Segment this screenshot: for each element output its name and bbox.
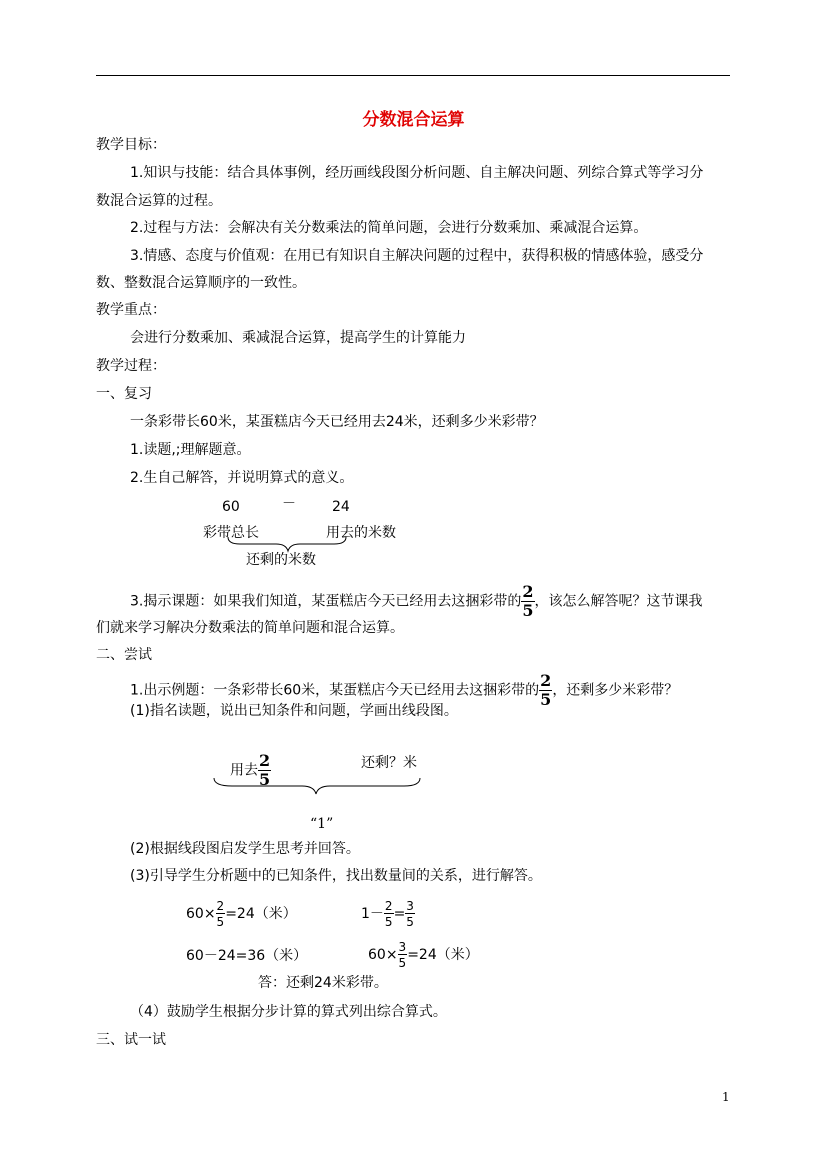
process-heading: 教学过程： [96, 358, 166, 374]
diagram-whole-label: “1” [310, 816, 334, 832]
fraction-3-5: $\frac{3}{5}$ [406, 899, 414, 929]
goal-3-line-1: 3.情感、态度与价值观：在用已有知识自主解决问题的过程中，获得积极的情感体验，感受分 [130, 248, 704, 264]
trial-sub-1: (1)指名读题，说出已知条件和问题，学画出线段图。 [130, 703, 458, 719]
goal-1-line-2: 数混合运算的过程。 [96, 193, 222, 209]
calc-3: 60－24=36（米） [186, 948, 308, 964]
tryit-heading: 三、试一试 [96, 1032, 166, 1048]
expr-operand-a: 60 [222, 499, 240, 515]
review-heading: 一、复习 [96, 386, 152, 402]
review-step-1: 1.读题,;理解题意。 [130, 442, 251, 458]
expr-operator: － [282, 496, 296, 512]
expr-operand-b: 24 [332, 499, 350, 515]
fraction-2-5: $\frac{2}{5}$ [259, 751, 271, 789]
fraction-2-5: $\frac{2}{5}$ [216, 899, 225, 929]
trial-heading: 二、尝试 [96, 647, 152, 663]
review-step-3-line-2: 们就来学习解决分数乘法的简单问题和混合运算。 [96, 620, 404, 636]
review-problem: 一条彩带长60米，某蛋糕店今天已经用去24米，还剩多少米彩带？ [130, 414, 544, 430]
fraction-2-5: $\frac{2}{5}$ [540, 671, 552, 709]
trial-sub-4: （4）鼓励学生根据分步计算的算式列出综合算式。 [130, 1004, 447, 1020]
trial-example: 1.出示例题：一条彩带长60米，某蛋糕店今天已经用去这捆彩带的 $\frac{2}{5}$ ，还剩多少米彩带？ [130, 671, 679, 709]
trial-sub-3: (3)引导学生分析题中的已知条件，找出数量间的关系，进行解答。 [130, 868, 542, 884]
expr-label-b: 用去的米数 [326, 525, 396, 541]
goal-2: 2.过程与方法：会解决有关分数乘法的简单问题，会进行分数乘加、乘减混合运算。 [130, 220, 648, 236]
calc-4: 60× $\frac{3}{5}$ =24（米） [368, 940, 479, 970]
expr-label-result: 还剩的米数 [246, 552, 316, 568]
fraction-2-5: $\frac{2}{5}$ [522, 582, 534, 620]
fraction-3-5: $\frac{3}{5}$ [398, 940, 407, 970]
goal-1-line-1: 1.知识与技能：结合具体事例，经历画线段图分析问题、自主解决问题、列综合算式等学习分 [130, 165, 704, 181]
goal-3-line-2: 数、整数混合运算顺序的一致性。 [96, 275, 306, 291]
diagram-used-label: 用去 $\frac{2}{5}$ [230, 751, 271, 789]
review-step-2: 2.生自己解答，并说明算式的意义。 [130, 470, 354, 486]
trial-sub-2: (2)根据线段图启发学生思考并回答。 [130, 841, 360, 857]
focus-heading: 教学重点： [96, 302, 166, 318]
goals-heading: 教学目标： [96, 137, 166, 153]
diagram-remain-label: 还剩？米 [361, 755, 417, 771]
page-number: 1 [722, 1090, 730, 1104]
expr-label-a: 彩带总长 [203, 525, 259, 541]
page-title: 分数混合运算 [362, 110, 465, 130]
calc-answer: 答：还剩24米彩带。 [258, 975, 388, 991]
calc-2: 1－ $\frac{2}{5}$ = $\frac{3}{5}$ [361, 899, 414, 929]
calc-1: 60× $\frac{2}{5}$ =24（米） [186, 899, 297, 929]
fraction-2-5: $\frac{2}{5}$ [384, 899, 393, 929]
focus-text: 会进行分数乘加、乘减混合运算，提高学生的计算能力 [130, 330, 466, 346]
review-step-3: 3.揭示课题：如果我们知道，某蛋糕店今天已经用去这捆彩带的 $\frac{2}{5}$ ，该怎么解答呢？这节课我 [130, 582, 703, 620]
